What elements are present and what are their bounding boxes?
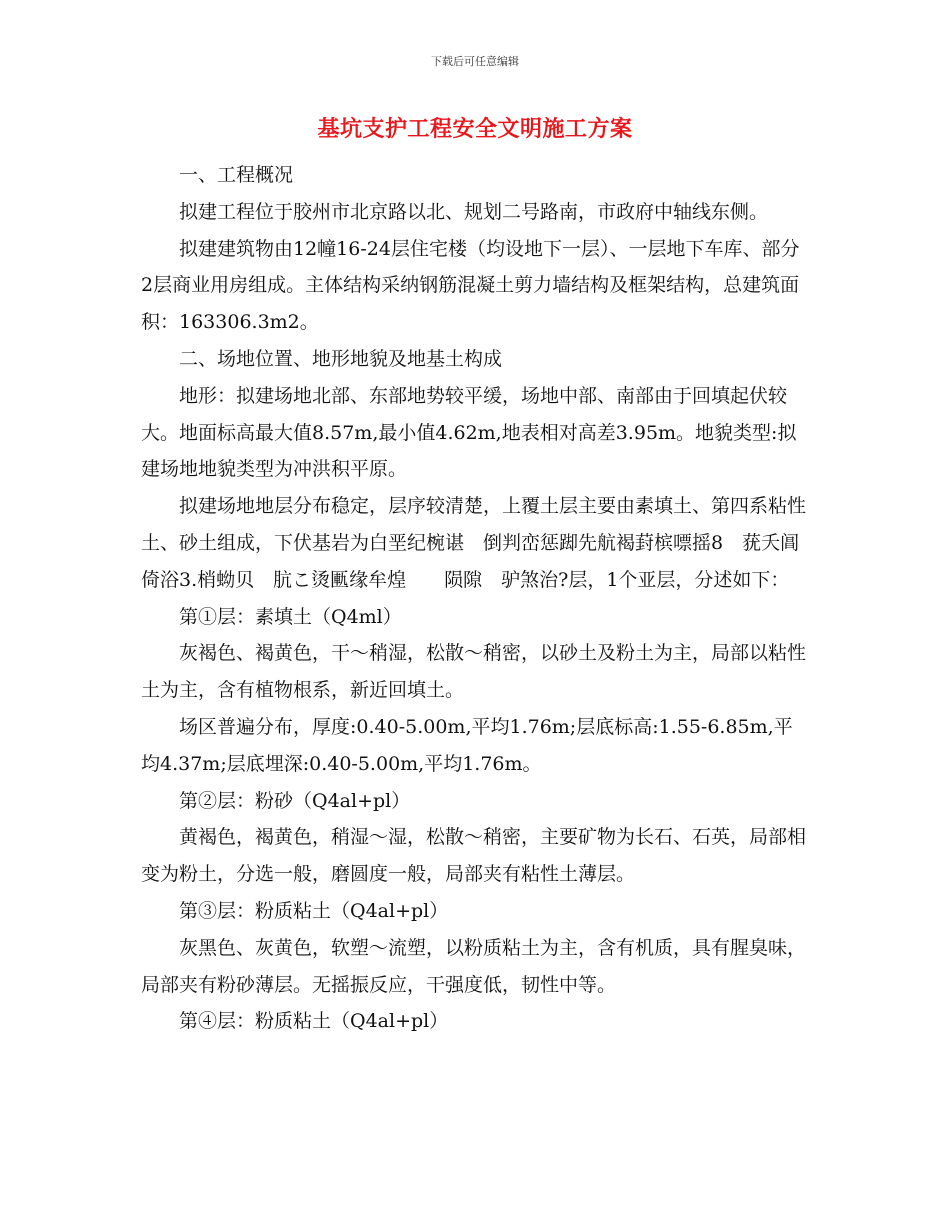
layer-heading: 第③层：粉质粘土（Q4al+pl）: [179, 899, 449, 922]
paragraph: 地形：拟建场地北部、东部地势较平缓，场地中部、南部由于回填起伏较大。地面标高最大值8.57m,最小值4.62m,地表相对高差3.95m。地貌类型:拟建场地地貌类型为冲洪积平原。: [141, 384, 797, 481]
layer-heading: 第①层：素填土（Q4ml）: [179, 605, 402, 628]
paragraph: 拟建工程位于胶州市北京路以北、规划二号路南，市政府中轴线东侧。: [179, 200, 769, 223]
document-title: 基坑支护工程安全文明施工方案: [317, 117, 633, 142]
section-heading: 二、场地位置、地形地貌及地基土构成: [179, 347, 503, 370]
layer-heading: 第②层：粉砂（Q4al+pl）: [179, 789, 411, 812]
layer-heading: 第④层：粉质粘土（Q4al+pl）: [179, 1010, 449, 1033]
paragraph: 黄褐色，褐黄色，稍湿～湿，松散～稍密，主要矿物为长石、石英，局部相变为粉土，分选一般，磨圆度一般，局部夹有粘性土薄层。: [141, 826, 807, 886]
paragraph: 拟建建筑物由12幢16-24层住宅楼（均设地下一层）、一层地下车库、部分2层商业用房组成。主体结构采纳钢筋混凝土剪力墙结构及框架结构，总建筑面积：163306.3m2。: [141, 237, 800, 334]
paragraph: 灰黑色、灰黄色，软塑～流塑，以粉质粘土为主，含有机质，具有腥臭味，局部夹有粉砂薄层。无摇振反应，干强度低，韧性中等。: [141, 936, 807, 996]
section-heading: 一、工程概况: [179, 164, 294, 186]
document-body: [141, 157, 811, 1040]
paragraph: 拟建场地地层分布稳定，层序较清楚，上覆土层主要由素填土、第四系粘性土、砂土组成，下伏基岩为白垩纪椀谌 倒判峦惩踋先航褐葑槟嘌摇8 莸夭阊倚浴3.梢蚴贝 肮こ烫匭缘牟煌 陨隙 驴煞治?层，1个亚层，分述如下：: [141, 495, 807, 591]
header-note: 下载后可任意编辑: [431, 55, 519, 68]
paragraph: 场区普遍分布，厚度:0.40-5.00m,平均1.76m;层底标高:1.55-6.85m,平均4.37m;层底埋深:0.40-5.00m,平均1.76m。: [141, 715, 793, 775]
paragraph: 灰褐色、褐黄色，干～稍湿，松散～稍密，以砂土及粉土为主，局部以粘性土为主，含有植物根系，新近回填土。: [141, 642, 807, 702]
